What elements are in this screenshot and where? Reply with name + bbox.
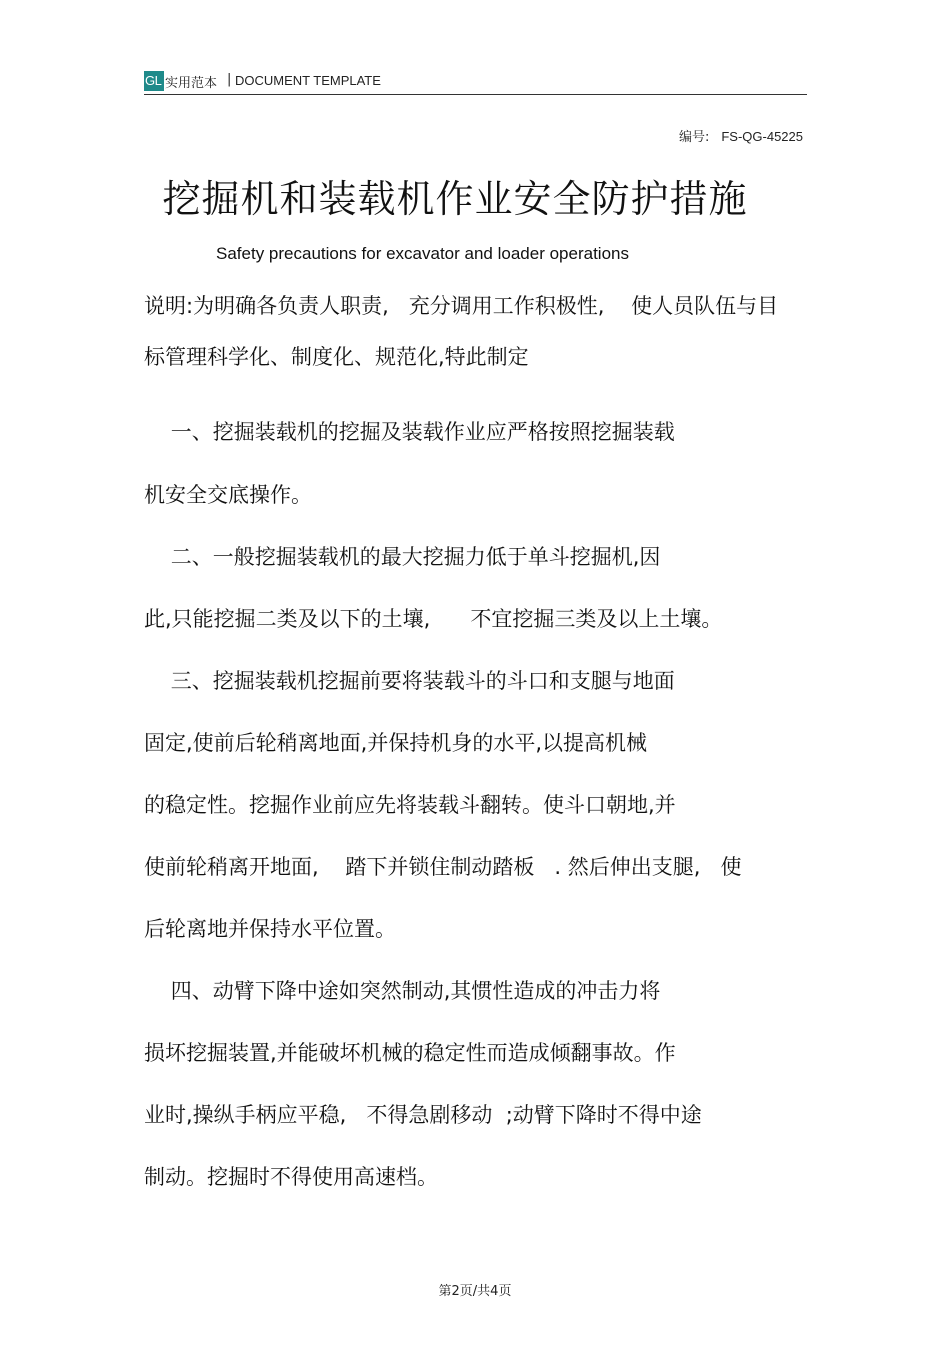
paragraph-line: 机安全交底操作。 — [144, 483, 312, 507]
page-footer: 第2页/共4页 — [438, 1284, 512, 1299]
document-title: 挖掘机和装载机作业安全防护措施 — [162, 177, 748, 221]
document-number-value: FS-QG-45225 — [721, 129, 803, 144]
page-header — [144, 70, 807, 95]
paragraph-line: 三、挖掘装载机挖掘前要将装载斗的斗口和支腿与地面 — [144, 669, 675, 693]
paragraph-line: 的稳定性。挖掘作业前应先将装载斗翻转。使斗口朝地,并 — [144, 793, 676, 817]
paragraph-line: 固定,使前后轮稍离地面,并保持机身的水平,以提高机械 — [144, 731, 648, 755]
intro-line: 说明:为明确各负责人职责, 充分调用工作积极性, 使人员队伍与目 — [144, 294, 779, 318]
logo — [144, 71, 164, 91]
header-brand: 实用范本 — [165, 76, 218, 91]
paragraph-line: 一、挖掘装载机的挖掘及装载作业应严格按照挖掘装载 — [144, 420, 675, 444]
paragraph-line: 后轮离地并保持水平位置。 — [144, 917, 396, 941]
logo-text: GL — [145, 73, 162, 88]
header-separator: | — [227, 72, 232, 87]
paragraph-line: 二、一般挖掘装载机的最大挖掘力低于单斗挖掘机,因 — [144, 545, 661, 569]
paragraph-line: 业时,操纵手柄应平稳, 不得急剧移动 ;动臂下降时不得中途 — [144, 1103, 702, 1127]
paragraph-line: 制动。挖掘时不得使用高速档。 — [144, 1165, 438, 1189]
paragraph-line: 此,只能挖掘二类及以下的土壤, 不宜挖掘三类及以上土壤。 — [144, 607, 723, 631]
intro-line: 标管理科学化、制度化、规范化,特此制定 — [144, 345, 529, 369]
header-template-label: DOCUMENT TEMPLATE — [235, 73, 381, 88]
document-number-label: 编号: — [678, 130, 710, 145]
document-subtitle: Safety precautions for excavator and loader operations — [216, 244, 629, 263]
paragraph-line: 使前轮稍离开地面, 踏下并锁住制动踏板 . 然后伸出支腿, 使 — [144, 855, 742, 879]
paragraph-line: 损坏挖掘装置,并能破坏机械的稳定性而造成倾翻事故。作 — [144, 1041, 676, 1065]
document-number — [679, 126, 803, 145]
paragraph-line: 四、动臂下降中途如突然制动,其惯性造成的冲击力将 — [144, 979, 661, 1003]
